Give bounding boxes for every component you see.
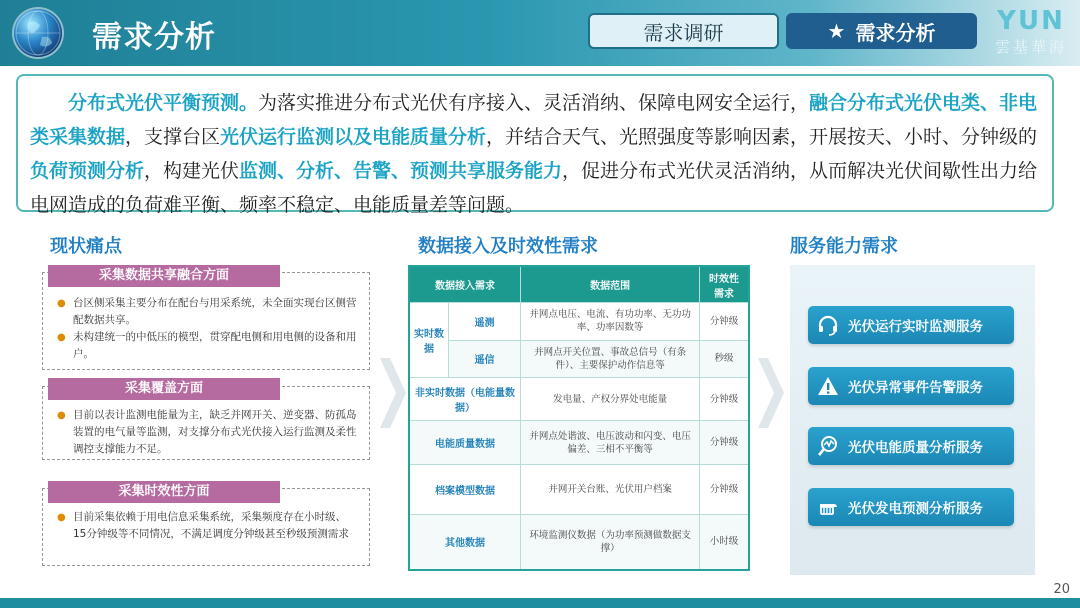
warning-icon — [808, 375, 848, 397]
service-forecast-button[interactable] — [808, 488, 1014, 526]
headset-icon — [808, 314, 848, 336]
table-header-cell: 时效性需求 — [700, 266, 749, 303]
table-row — [409, 377, 749, 421]
table-row — [409, 464, 749, 514]
table-header-cell: 数据范围 — [521, 266, 700, 303]
table-cell: 分钟级 — [700, 303, 749, 340]
page-title: 需求分析 — [92, 20, 216, 55]
pain-points-title: 现状痛点 — [50, 236, 122, 257]
table-header-cell: 数据接入需求 — [409, 266, 521, 303]
table-row — [409, 514, 749, 570]
star-icon: ★ — [827, 19, 846, 43]
table-cell: 实时数据 — [409, 303, 449, 378]
flow-arrow-icon — [380, 358, 406, 428]
intro-paragraph — [30, 86, 1042, 222]
company-logo — [984, 8, 1078, 57]
footer-bar — [0, 598, 1080, 608]
pain-list — [55, 295, 357, 363]
flow-arrow-icon — [758, 358, 784, 428]
table-cell: 秒级 — [700, 340, 749, 377]
intro-segment: 负荷预测分析 — [30, 160, 145, 182]
service-alarm-button[interactable] — [808, 367, 1014, 405]
pain-group-heading: 采集覆盖方面 — [48, 378, 280, 400]
table-row — [409, 303, 749, 340]
service-requirements-title: 服务能力需求 — [790, 236, 898, 257]
table-cell: 分钟级 — [700, 464, 749, 514]
table-header-row — [409, 266, 749, 303]
intro-segment: ，促进分布式光伏灵活消纳，从而解决光伏间歇性出力给电网造成的负荷难平衡、频率不稳定、电能质量差等问题。 — [30, 160, 1038, 216]
table-cell: 发电量、产权分界处电能量 — [521, 377, 700, 421]
service-label: 光伏电能质量分析服务 — [848, 440, 983, 456]
service-label: 光伏运行实时监测服务 — [848, 319, 983, 335]
pain-group-heading: 采集时效性方面 — [48, 481, 280, 503]
tab-analysis[interactable] — [786, 13, 977, 49]
table-cell: 环境监测仪数据（为功率预测做数据支撑） — [521, 514, 700, 570]
table-cell: 分钟级 — [700, 377, 749, 421]
intro-segment: ，支撑台区 — [125, 126, 221, 148]
table-row — [409, 421, 749, 465]
pain-item-text: 目前以表计监测电能量为主，缺乏并网开关、逆变器、防孤岛装置的电气量等监测，对支撑分布式光伏接入运行监测及柔性调控支撑能力不足。 — [73, 409, 357, 455]
bullet-icon: ● — [57, 512, 66, 523]
list-item — [55, 407, 357, 458]
intro-segment: 为落实推进分布式光伏有序接入、灵活消纳、保障电网安全运行， — [258, 92, 810, 114]
intro-box — [16, 74, 1054, 216]
globe-logo-icon — [14, 9, 62, 57]
logo-text-en: YUN — [997, 6, 1065, 36]
table-row — [409, 340, 749, 377]
table-cell: 并网点电压、电流、有功功率、无功功率、功率因数等 — [521, 303, 700, 340]
table-cell: 遥测 — [449, 303, 521, 340]
pain-group-heading: 采集数据共享融合方面 — [48, 265, 280, 287]
list-item — [55, 329, 357, 363]
data-requirements-title: 数据接入及时效性需求 — [418, 236, 598, 257]
list-item — [55, 509, 357, 543]
table-cell: 非实时数据（电能量数据） — [409, 377, 521, 421]
service-monitoring-button[interactable] — [808, 306, 1014, 344]
bullet-icon: ● — [57, 332, 66, 343]
table-cell: 并网点处谐波、电压波动和闪变、电压偏差、三相不平衡等 — [521, 421, 700, 465]
bullet-icon: ● — [57, 410, 66, 421]
page-number: 20 — [1053, 582, 1070, 597]
tab-analysis-label: 需求分析 — [855, 20, 936, 45]
service-label: 光伏异常事件告警服务 — [848, 380, 983, 396]
table-cell: 分钟级 — [700, 421, 749, 465]
pain-item-text: 目前采集依赖于用电信息采集系统，采集频度存在小时级、15分钟级等不同情况，不满足调度分钟级甚至秒级预测需求 — [73, 511, 349, 540]
intro-segment: 光伏运行监测以及电能质量分析 — [220, 126, 487, 148]
intro-segment: ，并结合天气、光照强度等影响因素，开展按天、小时、分钟级的 — [486, 126, 1038, 148]
list-item — [55, 295, 357, 329]
table-cell: 并网开关台账、光伏用户档案 — [521, 464, 700, 514]
logo-text-cn: 雲基華海 — [994, 38, 1067, 56]
intro-segment: 分布式光伏平衡预测。 — [68, 92, 259, 114]
forecast-icon — [808, 496, 848, 518]
table-cell: 并网点开关位置、事故总信号（有条件）、主要保护动作信息等 — [521, 340, 700, 377]
service-quality-button[interactable] — [808, 427, 1014, 465]
pain-list — [55, 509, 357, 543]
header-bar — [0, 0, 1080, 66]
table-cell: 其他数据 — [409, 514, 521, 570]
intro-segment: 融合分布式光伏电类、非电类采集数据 — [30, 92, 1038, 148]
data-requirements-table — [408, 265, 750, 571]
tab-research[interactable] — [588, 13, 779, 49]
intro-segment: ，构建光伏 — [144, 160, 240, 182]
pain-item-text: 台区侧采集主要分布在配台与用采系统，未全面实现台区侧营配数据共享。 — [73, 297, 357, 326]
table-cell: 档案模型数据 — [409, 464, 521, 514]
tab-research-label: 需求调研 — [643, 20, 724, 45]
table-cell: 电能质量数据 — [409, 421, 521, 465]
service-label: 光伏发电预测分析服务 — [848, 501, 983, 517]
pain-item-text: 未构建统一的中低压的模型，贯穿配电侧和用电侧的设备和用户。 — [73, 331, 357, 360]
table-cell: 遥信 — [449, 340, 521, 377]
intro-segment: 监测、分析、告警、预测共享服务能力 — [239, 160, 563, 182]
bullet-icon: ● — [57, 298, 66, 309]
analysis-icon — [808, 435, 848, 457]
table-cell: 小时级 — [700, 514, 749, 570]
pain-list — [55, 407, 357, 458]
